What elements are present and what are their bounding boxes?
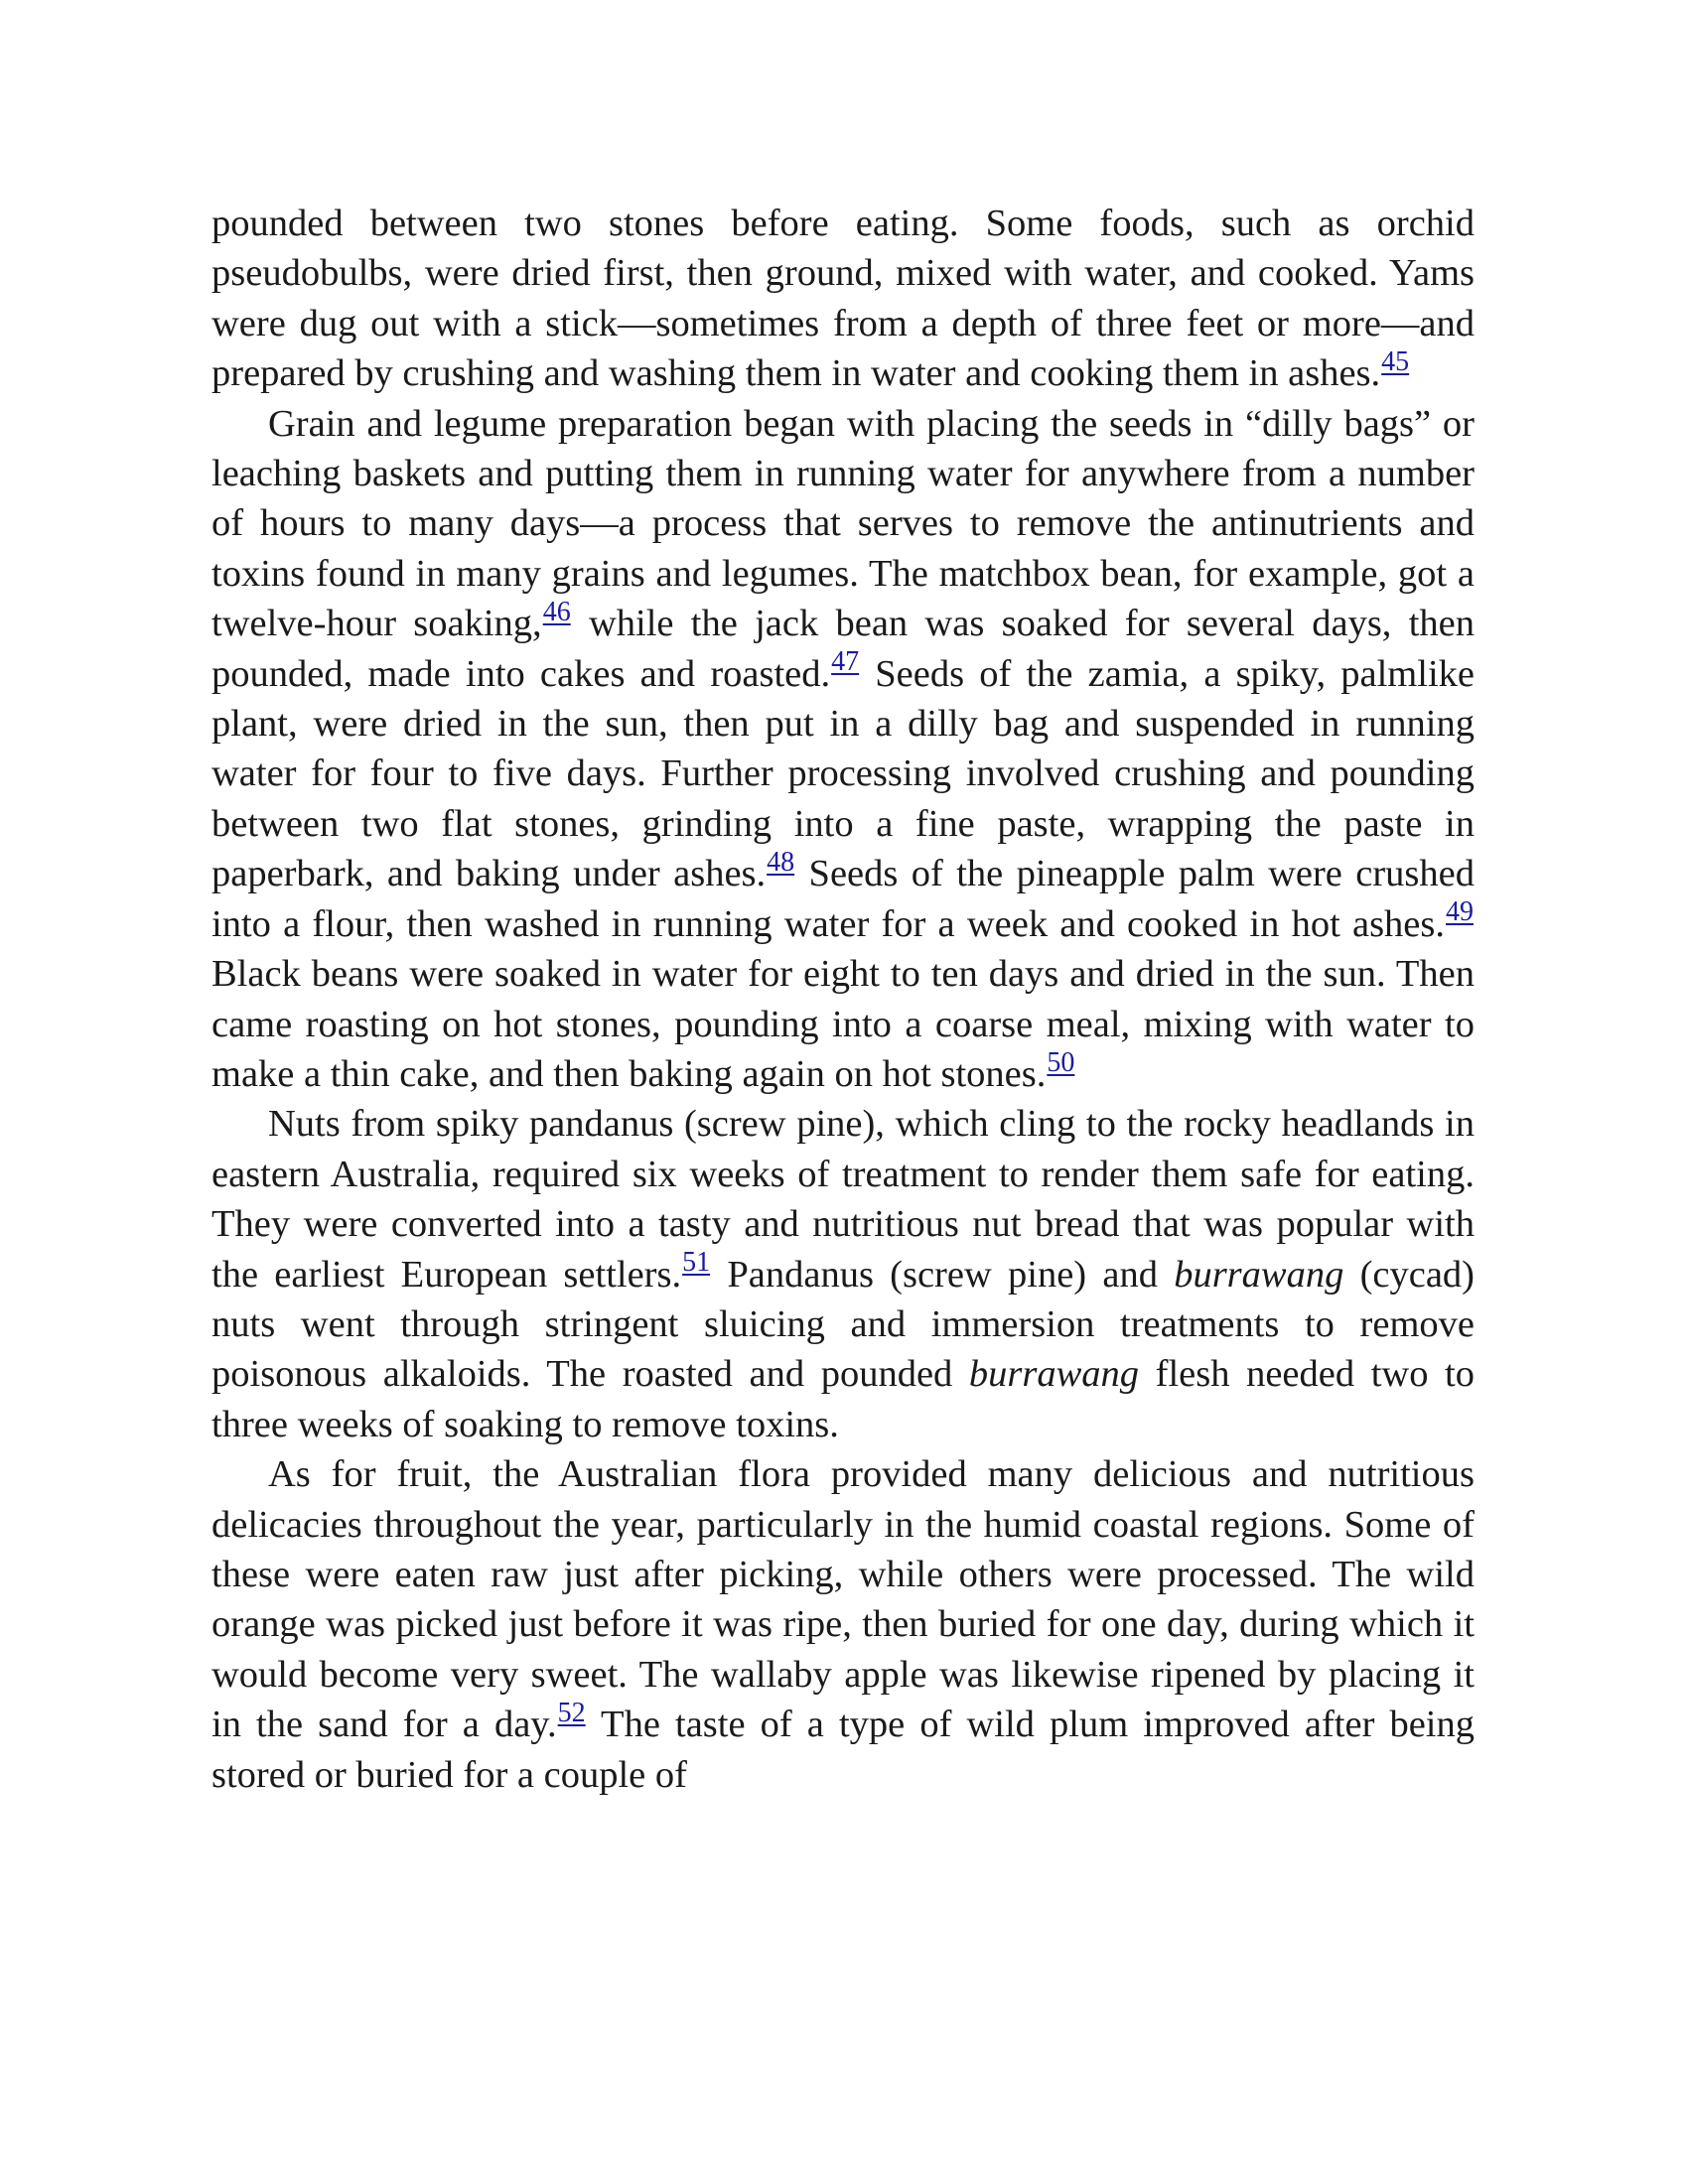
page-body	[211, 199, 1475, 1800]
paragraph	[211, 399, 1475, 1100]
text-run: flesh needed two to three weeks of soaking to remove toxins.	[211, 1353, 1475, 1445]
paragraph	[211, 199, 1475, 399]
footnote-link[interactable]: 47	[831, 646, 860, 678]
footnote-link[interactable]: 46	[542, 596, 571, 627]
text-run: pounded between two stones before eating. Some foods, such as orchid pseudobulbs, were dried first, then ground, mixed with water, and cooked. Yams were dug out with a stick—sometimes from a depth of three feet or more—and prepared by crushing and washing them in water and cooking them in ashes.	[211, 203, 1475, 395]
text-run: Pandanus (screw pine) and	[711, 1253, 1175, 1296]
text-run: Grain and legume preparation began with placing the seeds in “dilly bags” or leaching baskets and putting them in running water for anywhere from a number of hours to many days—a process that serves to remove the antinutrients and toxins found in many grains and legumes. The matchbox bean, for example, got a twelve-hour soaking,	[211, 402, 1475, 645]
text-run: The taste of a type of wild plum improved after being stored or buried for a couple of	[211, 1704, 1476, 1796]
italic-term: burrawang	[1174, 1253, 1344, 1296]
text-run: Nuts from spiky pandanus (screw pine), which cling to the rocky headlands in eastern Australia, required six weeks of treatment to render them safe for eating. They were converted into a tasty and nutritious nut bread that was popular with the earliest European settlers.	[211, 1103, 1475, 1296]
footnote-link[interactable]: 45	[1381, 345, 1410, 377]
footnote-link[interactable]: 50	[1047, 1046, 1075, 1078]
text-run: (cycad) nuts went through stringent sluicing and immersion treatments to remove poisonous alkaloids. The roasted and pounded	[211, 1253, 1475, 1396]
paragraph	[211, 1449, 1475, 1800]
footnote-link[interactable]: 49	[1446, 896, 1474, 928]
footnote-link[interactable]: 48	[767, 846, 795, 878]
text-run: Seeds of the pineapple palm were crushed into a flour, then washed in running water for a week and cooked in hot ashes.	[211, 853, 1475, 945]
footnote-link[interactable]: 51	[682, 1247, 711, 1279]
text-run: As for fruit, the Australian flora provided many delicious and nutritious delicacies throughout the year, particularly in the humid coastal regions. Some of these were eaten raw just after picking, while others were processed. The wild orange was picked just before it was ripe, then buried for one day, during which it would become very sweet. The wallaby apple was likewise ripened by placing it in the sand for a day.	[211, 1453, 1475, 1746]
text-run: Seeds of the zamia, a spiky, palmlike plant, were dried in the sun, then put in a dilly bag and suspended in running water for four to five days. Further processing involved crushing and pounding between two flat stones, grinding into a fine paste, wrapping the paste in paperbark, and baking under ashes.	[211, 652, 1475, 895]
italic-term: burrawang	[968, 1353, 1140, 1396]
text-run: while the jack bean was soaked for several days, then pounded, made into cakes and roasted.	[211, 603, 1475, 695]
footnote-link[interactable]: 52	[557, 1697, 586, 1728]
text-run: Black beans were soaked in water for eight to ten days and dried in the sun. Then came roasting on hot stones, pounding into a coarse meal, mixing with water to make a thin cake, and then baking again on hot stones.	[211, 953, 1475, 1095]
paragraph	[211, 1099, 1475, 1449]
